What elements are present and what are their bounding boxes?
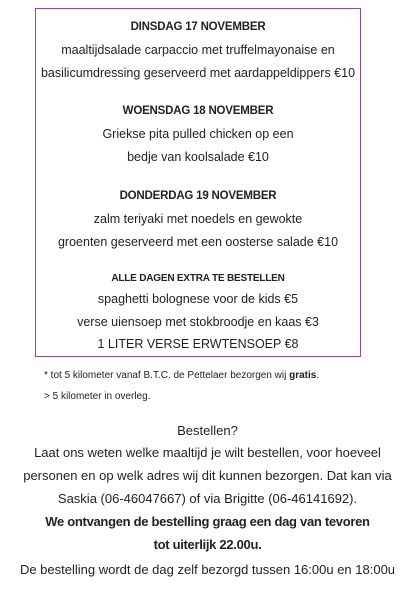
menu-item-line: zalm teriyaki met noedels en gewokte xyxy=(93,212,303,226)
day-title-thursday: DONDERDAG 19 NOVEMBER xyxy=(119,190,277,202)
delivery-time-line: De bestelling wordt de dag zelf bezorgd tussen 16:00u en 18:00u xyxy=(19,562,396,577)
order-deadline-time: tot uiterlijk 22.00u. xyxy=(153,537,262,552)
order-info-line: personen en op welk adres wij dit kunnen bezorgen. Dat kan via xyxy=(23,468,392,483)
extra-item-line: verse uiensoep met stokbroodje en kaas €3 xyxy=(77,315,319,329)
menu-item-line: Griekse pita pulled chicken op een xyxy=(102,127,294,141)
extra-item-line: 1 LITER VERSE ERWTENSOEP €8 xyxy=(97,337,299,351)
order-heading: Bestellen? xyxy=(177,423,238,438)
order-deadline-line: We ontvangen de bestelling graag een dag van tevoren xyxy=(45,514,370,529)
menu-box xyxy=(35,8,361,357)
day-title-wednesday: WOENSDAG 18 NOVEMBER xyxy=(122,105,274,117)
delivery-note-end: . xyxy=(316,370,320,381)
delivery-note-free-bold: gratis xyxy=(289,370,317,381)
order-info-contact: Saskia (06-46047667) of via Brigitte (06-46141692). xyxy=(57,491,358,506)
order-info-line: Laat ons weten welke maaltijd je wilt bestellen, voor hoeveel xyxy=(34,445,381,460)
menu-item-line: groenten geserveerd met een oosterse salade €10 xyxy=(57,235,339,249)
delivery-note-text: * tot 5 kilometer vanaf B.T.C. de Pettelaer bezorgen wij xyxy=(44,370,290,381)
extra-item-line: spaghetti bolognese voor de kids €5 xyxy=(97,292,299,306)
menu-item-line: basilicumdressing geserveerd met aardappeldippers €10 xyxy=(40,66,356,80)
delivery-note-free xyxy=(44,370,319,381)
extra-title: ALLE DAGEN EXTRA TE BESTELLEN xyxy=(111,273,285,284)
day-title-tuesday: DINSDAG 17 NOVEMBER xyxy=(130,21,266,33)
menu-item-line: maaltijdsalade carpaccio met truffelmayonaise en xyxy=(61,43,335,57)
delivery-note-distance: > 5 kilometer in overleg. xyxy=(44,391,151,402)
menu-item-line: bedje van koolsalade €10 xyxy=(127,150,269,164)
